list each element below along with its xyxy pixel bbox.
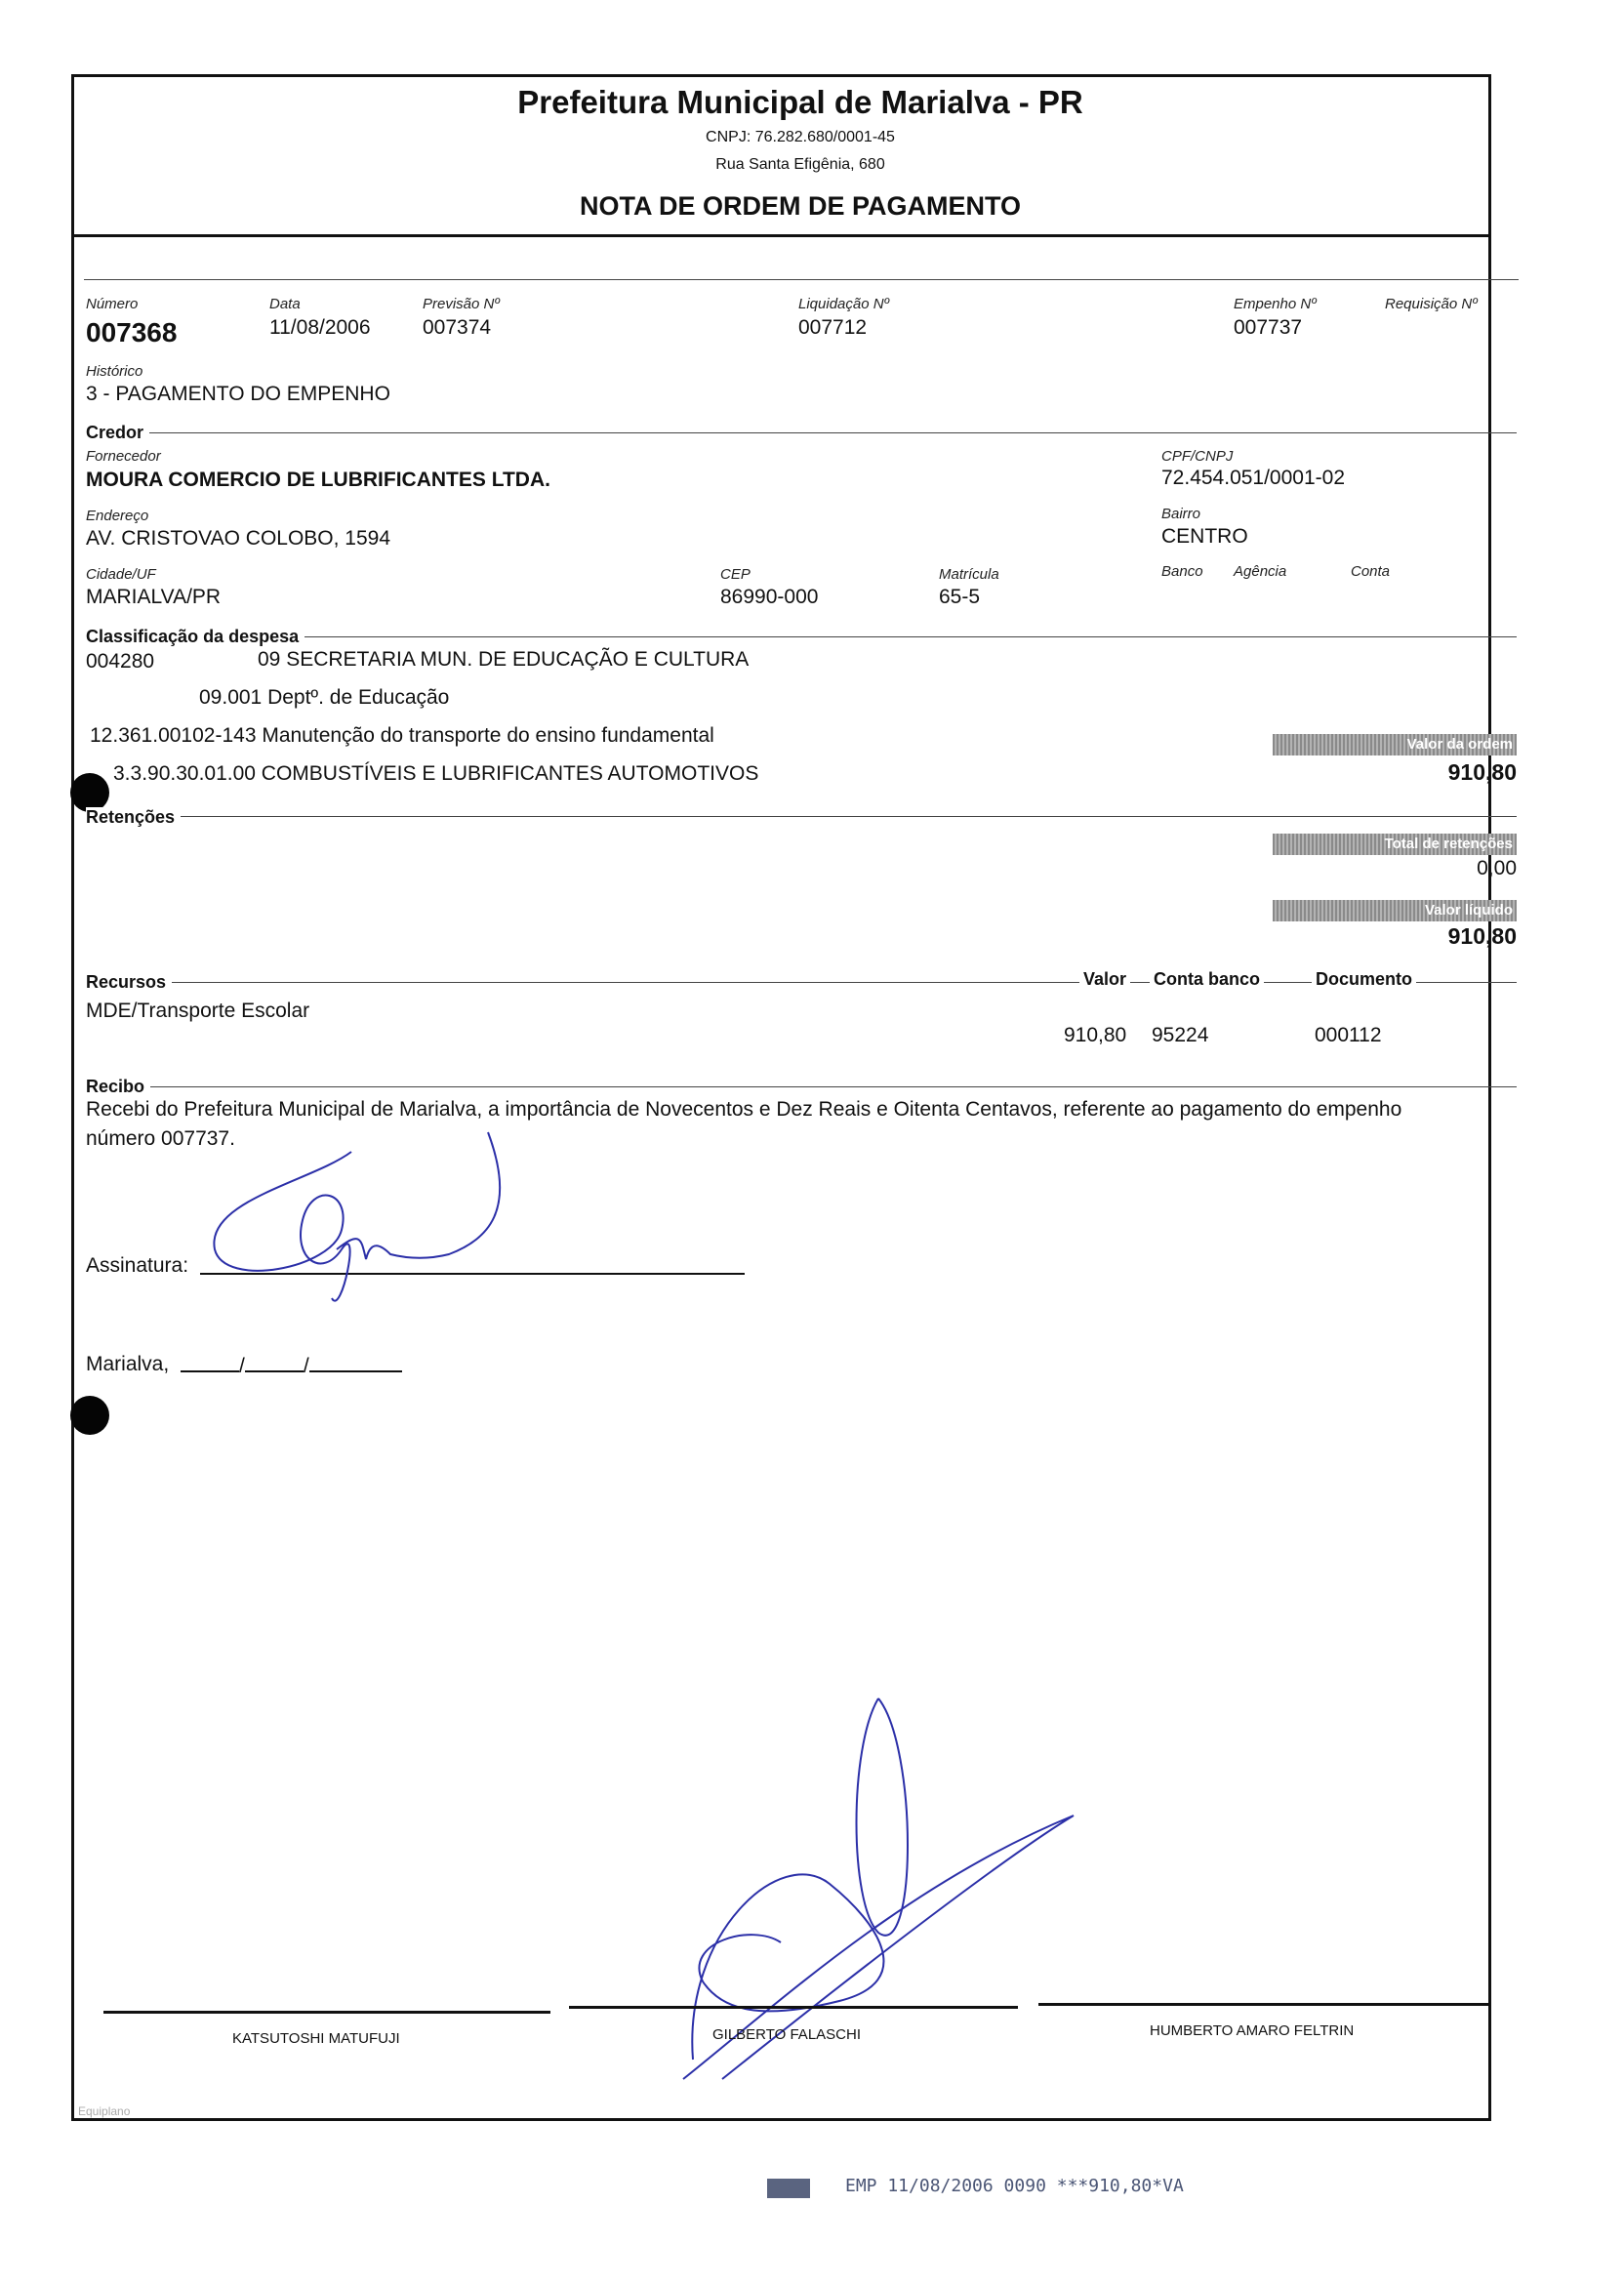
matricula-label: Matrícula xyxy=(939,566,999,583)
recursos-valor: 910,80 xyxy=(1064,1024,1127,1046)
numero-value: 007368 xyxy=(86,317,178,347)
endereco-value: AV. CRISTOVAO COLOBO, 1594 xyxy=(86,527,391,550)
fornecedor-label: Fornecedor xyxy=(86,448,161,465)
recibo-text-line2: número 007737. xyxy=(86,1127,235,1150)
signatory-2: GILBERTO FALASCHI xyxy=(712,2026,861,2043)
credor-divider xyxy=(86,432,1517,433)
signature-line-3 xyxy=(1038,2003,1489,2006)
classificacao-secretaria: 09 SECRETARIA MUN. DE EDUCAÇÃO E CULTURA xyxy=(258,648,750,671)
signature-line-1 xyxy=(103,2011,550,2014)
header-divider xyxy=(71,234,1491,237)
historico-value: 3 - PAGAMENTO DO EMPENHO xyxy=(86,383,390,405)
signature-line-2 xyxy=(569,2006,1018,2009)
software-watermark: Equiplano xyxy=(78,2104,131,2118)
address-text: Rua Santa Efigênia, 680 xyxy=(715,156,885,173)
bairro-value: CENTRO xyxy=(1161,525,1248,548)
empenho-value: 007737 xyxy=(1234,316,1303,339)
valor-liquido-value: 910,80 xyxy=(1447,923,1517,949)
liquidacao-value: 007712 xyxy=(798,316,868,339)
endereco-label: Endereço xyxy=(86,508,149,524)
empenho-label: Empenho Nº xyxy=(1234,296,1317,312)
recursos-conta: 95224 xyxy=(1152,1024,1209,1046)
municipality-title: Prefeitura Municipal de Marialva - PR xyxy=(517,84,1083,120)
conta-label: Conta xyxy=(1351,563,1391,580)
cep-label: CEP xyxy=(720,566,751,583)
classificacao-section: Classificação da despesa xyxy=(86,627,304,647)
local-label: Marialva, xyxy=(86,1353,170,1375)
bank-stamp: EMP 11/08/2006 0090 ***910,80*VA xyxy=(845,2176,1184,2196)
valor-liquido-label: Valor líquido xyxy=(1273,900,1517,921)
signatory-1: KATSUTOSHI MATUFUJI xyxy=(232,2030,400,2047)
classificacao-code: 004280 xyxy=(86,650,155,673)
previsao-label: Previsão Nº xyxy=(423,296,500,312)
liquidacao-label: Liquidação Nº xyxy=(798,296,890,312)
recursos-documento: 000112 xyxy=(1315,1024,1382,1046)
date-blank: / / xyxy=(181,1351,402,1378)
total-retencoes-value: 0,00 xyxy=(1477,857,1517,879)
classificacao-departamento: 09.001 Deptº. de Educação xyxy=(199,686,450,709)
total-retencoes-label: Total de retenções xyxy=(1273,834,1517,855)
agencia-label: Agência xyxy=(1234,563,1287,580)
recursos-conta-label: Conta banco xyxy=(1150,969,1264,990)
historico-label: Histórico xyxy=(86,363,143,380)
assinatura-label: Assinatura: xyxy=(86,1254,189,1277)
classificacao-programa: 12.361.00102-143 Manutenção do transporte do ensino fundamental xyxy=(90,724,714,747)
recipient-signature xyxy=(195,1123,566,1318)
top-divider xyxy=(84,279,1519,280)
recibo-section: Recibo xyxy=(86,1077,150,1097)
cep-value: 86990-000 xyxy=(720,586,819,608)
valor-ordem-value: 910,80 xyxy=(1447,759,1517,785)
recursos-section: Recursos xyxy=(86,972,172,993)
cidade-value: MARIALVA/PR xyxy=(86,586,222,608)
data-value: 11/08/2006 xyxy=(269,316,371,339)
bank-logo xyxy=(767,2179,810,2198)
cnpj-text: CNPJ: 76.282.680/0001-45 xyxy=(706,129,895,145)
numero-label: Número xyxy=(86,296,139,312)
recibo-text-line1: Recebi do Prefeitura Municipal de Marialva, a importância de Novecentos e Dez Reais e Oitenta Centavos, referente ao pagamento do empenho xyxy=(86,1098,1402,1121)
recursos-fonte: MDE/Transporte Escolar xyxy=(86,1000,310,1022)
credor-section: Credor xyxy=(86,423,149,443)
recibo-divider xyxy=(86,1086,1517,1087)
fornecedor-value: MOURA COMERCIO DE LUBRIFICANTES LTDA. xyxy=(86,469,550,491)
previsao-value: 007374 xyxy=(423,316,492,339)
matricula-value: 65-5 xyxy=(939,586,981,608)
recursos-divider xyxy=(86,982,1517,983)
retencoes-section: Retenções xyxy=(86,807,181,828)
document-title: NOTA DE ORDEM DE PAGAMENTO xyxy=(579,191,1021,221)
classificacao-natureza: 3.3.90.30.01.00 COMBUSTÍVEIS E LUBRIFICANTES AUTOMOTIVOS xyxy=(113,762,759,785)
recursos-documento-label: Documento xyxy=(1312,969,1416,990)
cpf-label: CPF/CNPJ xyxy=(1161,448,1234,465)
recursos-valor-label: Valor xyxy=(1079,969,1130,990)
cpf-value: 72.454.051/0001-02 xyxy=(1161,467,1346,489)
valor-ordem-label: Valor da ordem xyxy=(1273,734,1517,755)
punch-hole-1 xyxy=(70,773,109,812)
cidade-label: Cidade/UF xyxy=(86,566,156,583)
requisicao-label: Requisição Nº xyxy=(1385,296,1478,312)
punch-hole-2 xyxy=(70,1396,109,1435)
signatory-3: HUMBERTO AMARO FELTRIN xyxy=(1150,2022,1355,2039)
bairro-label: Bairro xyxy=(1161,506,1201,522)
banco-label: Banco xyxy=(1161,563,1203,580)
retencoes-divider xyxy=(86,816,1517,817)
data-label: Data xyxy=(269,296,301,312)
